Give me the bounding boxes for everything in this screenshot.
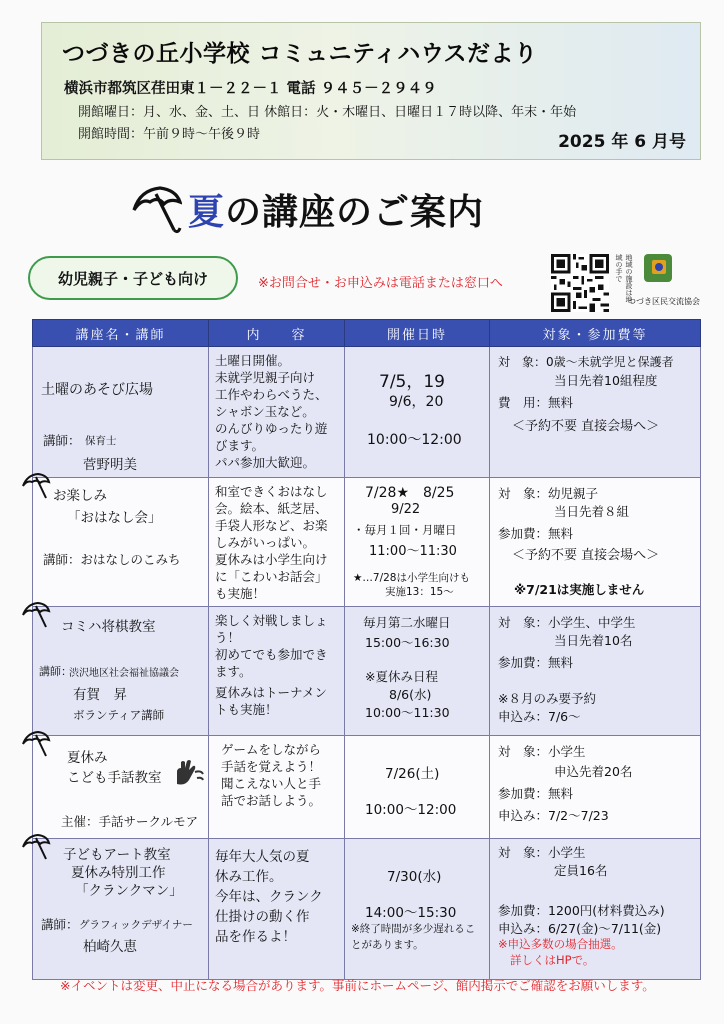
date-cell	[345, 607, 490, 736]
content-line: 聞こえない人と手	[221, 776, 322, 791]
lecturer-role: グラフィックデザイナー	[79, 919, 193, 931]
course-title: 土曜のあそび広場	[41, 382, 153, 398]
content-line: しみがいっぱい。	[215, 535, 316, 550]
date-note: とがあります。	[351, 939, 424, 951]
date-line: ※夏休み日程	[365, 669, 438, 684]
target-cell	[490, 347, 701, 478]
lecturer-label: 講師：	[43, 433, 81, 448]
date-line: 7/5，19	[379, 372, 445, 392]
content-line: 休み工作。	[215, 869, 283, 885]
content-line: 仕掛けの動く作	[215, 909, 310, 925]
time-line: 10:00～12:00	[367, 432, 462, 448]
umbrella-icon	[21, 472, 51, 500]
target-line: 対 象：小学生	[498, 744, 586, 759]
lottery-note-detail: 詳しくはHPで。	[510, 953, 595, 967]
fee-line: 参加費：無料	[498, 786, 574, 801]
target-line: 定員16名	[554, 863, 608, 878]
fee-line: 参加費：無料	[498, 526, 574, 541]
lecturer-extra: ボランティア講師	[73, 708, 165, 722]
content-cell	[209, 607, 345, 736]
column-header: 開催日時	[345, 320, 490, 347]
course-name-cell	[33, 736, 209, 839]
course-name-cell	[33, 347, 209, 478]
lecturer-name: 有賀 昇	[73, 687, 127, 703]
date-line: 9/6，20	[389, 394, 444, 410]
date-line: 7/30(水)	[387, 869, 442, 885]
address-phone: 横浜市都筑区荏田東１－２２－１ 電話 ９４５－２９４９	[64, 81, 437, 97]
umbrella-icon	[21, 601, 51, 629]
content-line: も実施！	[215, 586, 266, 601]
newsletter-title: つづきの丘小学校 コミュニティハウスだより	[62, 41, 538, 67]
date-cell	[345, 736, 490, 839]
content-line: に「こわいお話会」	[215, 569, 328, 584]
course-title: 夏休み	[67, 750, 108, 766]
lecturer-label: 講師：	[39, 665, 72, 678]
content-cell	[209, 478, 345, 607]
time-line: 15:00～16:30	[365, 635, 450, 650]
target-line: 当日先着10名	[554, 633, 633, 648]
cancel-note: ※7/21は実施しません	[514, 582, 645, 597]
lecturer-label: 講師：	[41, 917, 79, 932]
course-schedule-table	[32, 319, 701, 980]
date-cell	[345, 839, 490, 980]
table-row	[33, 607, 701, 736]
content-line: 毎年大人気の夏	[215, 849, 310, 865]
content-line: パパ参加大歓迎。	[215, 455, 316, 470]
content-line: 手話を覚えよう！	[221, 759, 322, 774]
heading-summer: 夏	[188, 191, 226, 233]
newsletter-header	[41, 22, 701, 160]
course-title: お楽しみ	[53, 488, 107, 504]
time-line: 10:00～11:30	[365, 705, 450, 720]
issue-date: 2025 年 6 月号	[558, 132, 686, 152]
date-cell	[345, 347, 490, 478]
umbrella-icon	[21, 833, 51, 861]
reservation-note: ＜予約不要 直接会場へ＞	[512, 548, 660, 563]
lecturer-name: 柏崎久恵	[83, 939, 137, 955]
date-cell	[345, 478, 490, 607]
date-line: 毎月第二水曜日	[363, 615, 451, 630]
lecturer-name: 菅野明美	[83, 457, 137, 473]
target-line: 申込先着20名	[554, 764, 633, 779]
heading-text	[188, 184, 484, 235]
course-subtitle: 「クランクマン」	[75, 883, 183, 899]
course-name-cell	[33, 839, 209, 980]
content-line: シャボン玉など。	[215, 404, 315, 419]
date-line: 8/6(水)	[389, 687, 432, 702]
umbrella-icon	[130, 184, 182, 234]
target-line: 当日先着10組程度	[554, 373, 658, 388]
content-line: 和室できくおはなし	[215, 484, 328, 499]
content-line: 土曜日開催。	[215, 353, 291, 368]
time-line: 11:00～11:30	[369, 544, 457, 559]
contact-notice: ※お問合せ・お申込みは電話または窓口へ	[258, 276, 503, 291]
open-days: 開館曜日：月、水、金、土、日 休館日：火・木曜日、日曜日１７時以降、年末・年始	[78, 105, 577, 120]
content-line: トも実施！	[215, 702, 278, 717]
organizer: 主催：手話サークルモア	[61, 814, 199, 829]
content-cell	[209, 736, 345, 839]
content-line: 会。絵本、紙芝居、	[215, 501, 328, 516]
heading-rest: の講座のご案内	[225, 191, 485, 233]
date-note: 実施13：15～	[385, 586, 454, 598]
content-line: のんびりゆったり遊	[215, 421, 328, 436]
table-row	[33, 478, 701, 607]
date-line: 7/26(土)	[385, 766, 440, 782]
fee-line: 費 用：無料	[498, 395, 574, 410]
footer-notice: ※イベントは変更、中止になる場合があります。事前にホームページ、館内掲示でご確認をお願いします。	[60, 978, 655, 993]
course-title: コミハ将棋教室	[61, 619, 156, 635]
target-line: 当日先着８組	[554, 504, 630, 519]
open-hours: 開館時間：午前９時～午後９時	[78, 127, 261, 142]
sign-language-hands-icon	[173, 758, 205, 788]
organization-logo	[615, 250, 702, 310]
target-line: 対 象：幼児親子	[498, 486, 599, 501]
content-line: 未就学児親子向け	[215, 370, 316, 385]
fee-line: 参加費：無料	[498, 655, 574, 670]
target-line: 対 象：小学生	[498, 845, 586, 860]
lecturer-role: 保育士	[85, 435, 117, 447]
course-title: 子どもアート教室	[63, 847, 171, 863]
logo-caption-bottom: つづき区民交流協会	[628, 297, 700, 306]
date-line: ・毎月１回・月曜日	[353, 523, 457, 537]
table-row	[33, 347, 701, 478]
table-row	[33, 839, 701, 980]
date-line: 7/28★ 8/25	[365, 485, 455, 501]
course-name-cell	[33, 478, 209, 607]
content-line: 初めてでも参加でき	[215, 647, 328, 662]
course-subtitle: 「おはなし会」	[67, 510, 162, 526]
fee-line: 参加費：1200円(材料費込み)	[498, 903, 665, 918]
target-line: ※８月のみ要予約	[498, 691, 596, 706]
column-header: 講座名・講師	[33, 320, 209, 347]
content-line: 夏休みは小学生向け	[215, 552, 328, 567]
category-pill: 幼児親子・子ども向け	[28, 256, 238, 300]
content-line: 品を作るよ！	[215, 929, 296, 945]
content-line: 話でお話しよう。	[221, 793, 322, 808]
target-line: 対 象：0歳～未就学児と保護者	[498, 355, 674, 369]
course-subtitle: こども手話教室	[67, 770, 162, 786]
time-line: 14:00～15:30	[365, 905, 457, 921]
logo-caption-top: 地域の施設は地域の手で	[615, 254, 633, 303]
date-line: 9/22	[391, 502, 421, 517]
lecturer-role: 渋沢地区社会福祉協議会	[69, 668, 179, 679]
content-cell	[209, 839, 345, 980]
target-cell	[490, 478, 701, 607]
table-header-row	[33, 320, 701, 347]
time-line: 10:00～12:00	[365, 802, 457, 818]
content-line: 工作やわらべうた、	[215, 387, 328, 402]
content-line: 今年は、クランク	[215, 889, 323, 905]
reservation-note: ＜予約不要 直接会場へ＞	[512, 419, 660, 434]
target-cell	[490, 839, 701, 980]
target-line: 対 象：小学生、中学生	[498, 615, 636, 630]
table-row	[33, 736, 701, 839]
content-line: びます。	[215, 438, 265, 453]
umbrella-icon	[21, 730, 51, 758]
content-line: う！	[215, 630, 241, 645]
main-heading	[130, 184, 484, 234]
lecturer: 講師：おはなしのこみち	[43, 552, 181, 567]
qr-code-icon[interactable]	[550, 254, 610, 312]
column-header: 内 容	[209, 320, 345, 347]
target-cell	[490, 736, 701, 839]
content-line: 夏休みはトーナメン	[215, 685, 328, 700]
apply-line: 申込み：7/6～	[498, 709, 581, 724]
course-name-cell	[33, 607, 209, 736]
lottery-note: ※申込多数の場合抽選。	[498, 937, 623, 951]
content-line: 楽しく対戦しましょ	[215, 613, 328, 628]
target-cell	[490, 607, 701, 736]
content-line: ゲームをしながら	[221, 742, 322, 757]
apply-line: 申込み：6/27(金)～7/11(金)	[498, 921, 662, 936]
content-cell	[209, 347, 345, 478]
content-line: ます。	[215, 664, 252, 679]
course-subtitle: 夏休み特別工作	[71, 865, 166, 881]
content-line: 手袋人形など、お楽	[215, 518, 328, 533]
apply-line: 申込み：7/2～7/23	[498, 808, 609, 823]
column-header: 対象・参加費等	[490, 320, 701, 347]
date-note: ※終了時間が多少遅れるこ	[351, 923, 476, 935]
date-note: ★…7/28は小学生向けも	[353, 572, 470, 584]
